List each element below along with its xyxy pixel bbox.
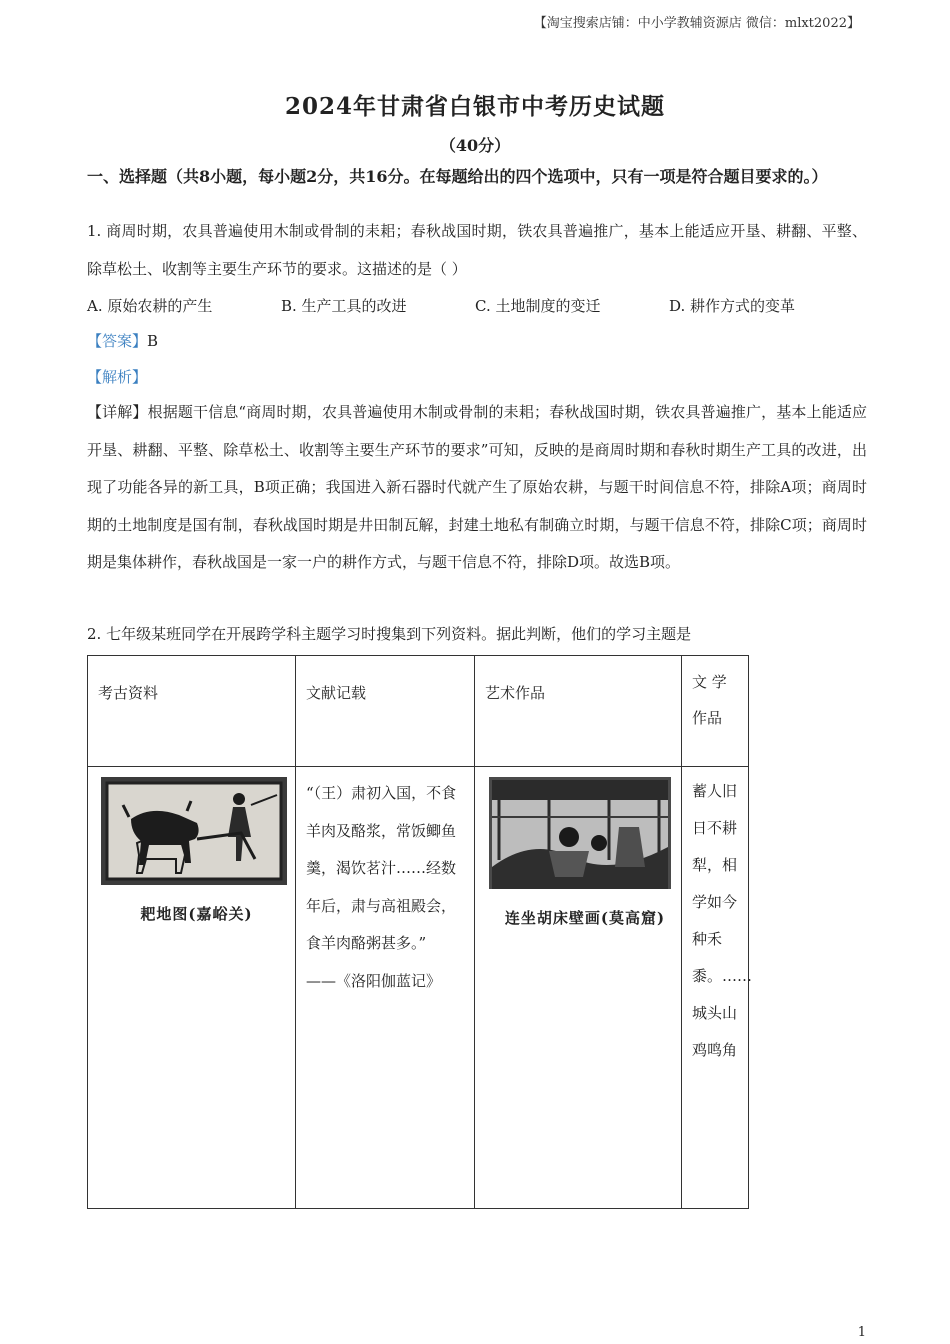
option-d: D. 耕作方式的变革 — [669, 297, 796, 315]
answer-label: 【答案】 — [87, 332, 148, 350]
question-1-options — [87, 290, 867, 322]
archaeology-caption: 耙地图(嘉峪关) — [140, 905, 253, 923]
option-c: C. 土地制度的变迁 — [475, 297, 601, 315]
literature-record-text: “（王）肃初入国，不食羊肉及酪浆，常饭鲫鱼 羹，渴饮茗汁……经数年后，肃与高祖殿会，食羊肉酪粥甚多。” — [306, 784, 457, 952]
section-heading: 一、选择题（共8小题，每小题2分，共16分。在每题给出的四个选项中，只有一项是符合题目要求的。） — [87, 167, 828, 186]
plowing-mural-image — [101, 777, 287, 885]
exam-score: （40分） — [439, 136, 511, 155]
question-1-stem: 1. 商周时期，农具普遍使用木制或骨制的耒耜；春秋战国时期，铁农具普遍推广，基本上能适应开垦、耕翻、平整、除草松土、收割等主要生产环节的要求。这描述的是（ ） — [87, 222, 867, 278]
art-cell — [475, 767, 682, 1209]
header-art: 艺术作品 — [475, 656, 682, 767]
literary-work-text: 蓄人旧日不耕犁，相学如今种禾黍。……城头山鸡鸣角 — [692, 782, 753, 1059]
exam-title: 2024年甘肃省白银市中考历史试题 — [284, 93, 665, 120]
literature-source: ——《洛阳伽蓝记》 — [306, 971, 442, 990]
header-literature-record: 文献记载 — [296, 656, 475, 767]
header-archaeology: 考古资料 — [88, 656, 296, 767]
answer-line — [87, 326, 158, 356]
header-note: 【淘宝搜索店铺：中小学教辅资源店 微信：mlxt2022】 — [533, 16, 860, 31]
mogao-mural-image — [489, 777, 671, 889]
analysis-detail: 【详解】根据题干信息“商周时期，农具普遍使用木制或骨制的耒耜；春秋战国时期，铁农具普遍推广，基本上能适应开垦、耕翻、平整、除草松土、收割等主要生产环节的要求”可知，反映的是商周时期和春秋时期生产工具的改进，出现了功能各异的新工具，B项正确；我国进入新石器时代就产生了原始农耕，与题干时间信息不符，排除A项；商周时期的土地制度是国有制，春秋战国时期是井田制瓦解，封建土地私有制确立时期，与题干信息不符，排除C项；商周时期是集体耕作，春秋战国是一家一户的耕作方式，与题干信息不符，排除D项。故选B项。 — [87, 403, 867, 571]
literature-record-cell — [296, 767, 475, 1209]
archaeology-cell — [88, 767, 296, 1209]
answer-value: B — [147, 332, 159, 350]
art-caption: 连坐胡床壁画(莫高窟) — [504, 909, 666, 927]
analysis-label: 【解析】 — [87, 368, 148, 386]
header-literary-work: 文 学作品 — [682, 656, 749, 767]
question-2-stem: 2. 七年级某班同学在开展跨学科主题学习时搜集到下列资料。据此判断，他们的学习主题是 — [87, 625, 692, 643]
option-a: A. 原始农耕的产生 — [87, 297, 213, 315]
literary-work-cell — [682, 767, 753, 1209]
page-number: 1 — [857, 1325, 866, 1340]
option-b: B. 生产工具的改进 — [281, 297, 407, 315]
source-table — [87, 655, 753, 1209]
